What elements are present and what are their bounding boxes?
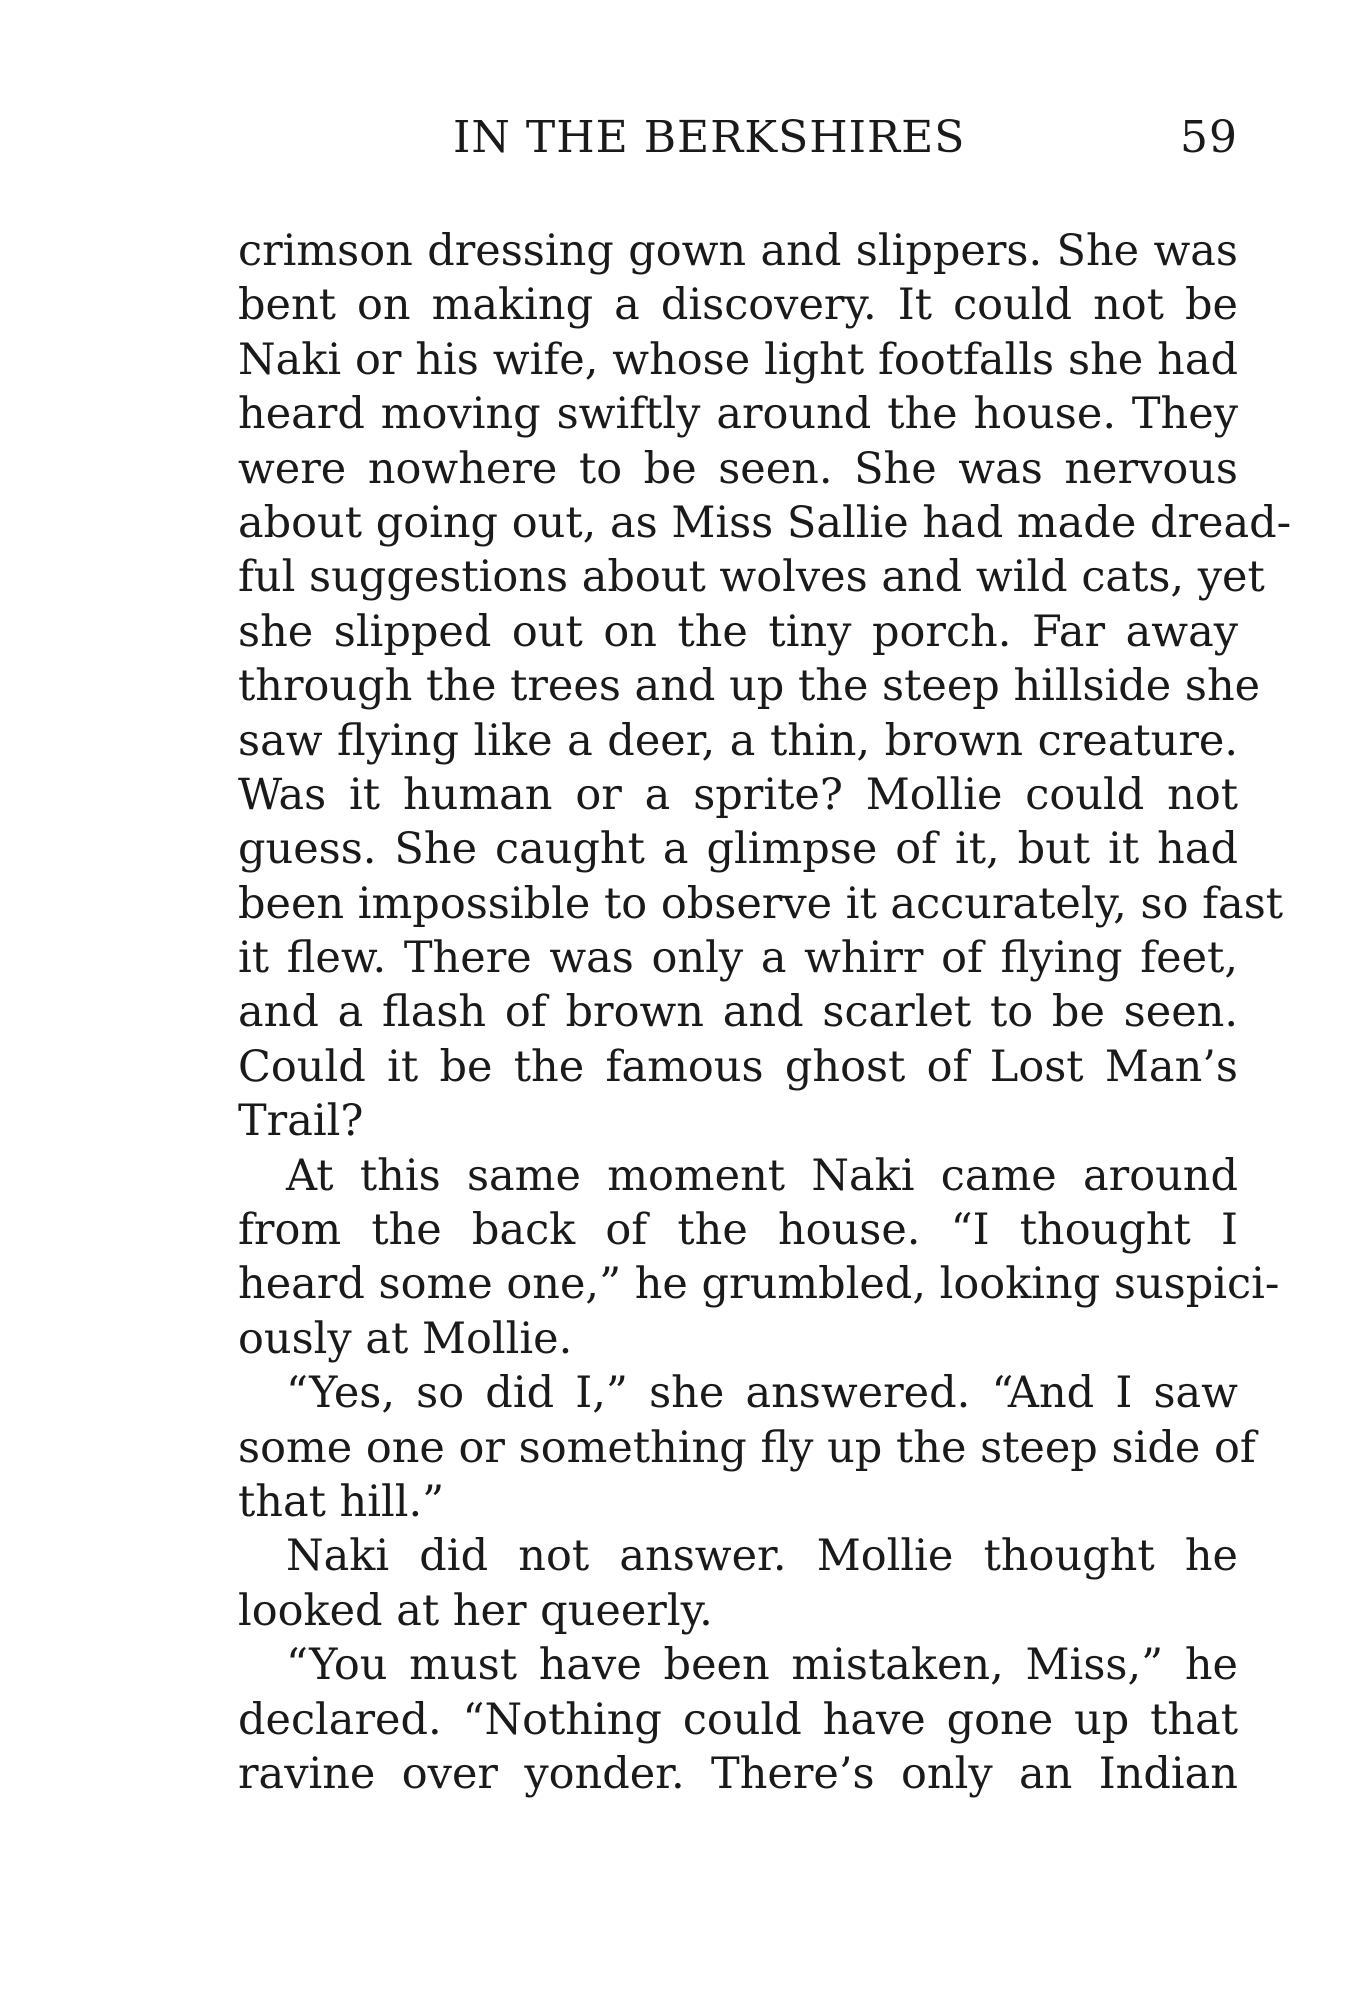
text-line: Trail? [238, 1096, 364, 1147]
text-line: that hill.” [238, 1476, 445, 1527]
text-line: heard some one,” he grumbled, looking suspici- [238, 1259, 1280, 1310]
text-line: Could it be the famous ghost of Lost Man’s [238, 1041, 1238, 1092]
page-number: 59 [1180, 112, 1238, 163]
text-line: were nowhere to be seen. She was nervous [238, 443, 1238, 494]
text-line: saw flying like a deer, a thin, brown creature. [238, 715, 1238, 766]
text-line: Was it human or a sprite? Mollie could not [238, 769, 1238, 820]
text-line: bent on making a discovery. It could not be [238, 280, 1238, 331]
text-line: Naki or his wife, whose light footfalls she had [238, 334, 1238, 385]
text-line: “Yes, so did I,” she answered. “And I saw [286, 1368, 1238, 1419]
text-line: ously at Mollie. [238, 1313, 573, 1364]
text-line: crimson dressing gown and slippers. She was [238, 226, 1238, 276]
text-line: it flew. There was only a whirr of flying feet, [238, 933, 1238, 984]
text-line: some one or something fly up the steep side of [238, 1422, 1256, 1473]
text-line: been impossible to observe it accurately, so fast [238, 878, 1284, 929]
text-line: “You must have been mistaken, Miss,” he [286, 1640, 1238, 1691]
text-line: and a flash of brown and scarlet to be seen. [238, 987, 1238, 1038]
text-line: ful suggestions about wolves and wild cats, yet [238, 552, 1265, 603]
text-line: Naki did not answer. Mollie thought he [286, 1531, 1238, 1582]
text-line: declared. “Nothing could have gone up that [238, 1694, 1238, 1745]
text-line: guess. She caught a glimpse of it, but it had [238, 824, 1238, 875]
text-line: about going out, as Miss Sallie had made dread- [238, 497, 1292, 548]
text-line: heard moving swiftly around the house. They [238, 389, 1238, 440]
text-line: looked at her queerly. [238, 1585, 713, 1636]
body-text [238, 224, 1292, 1801]
text-line: ravine over yonder. There’s only an Indian [238, 1748, 1238, 1799]
text-line: from the back of the house. “I thought I [238, 1205, 1238, 1256]
text-line: At this same moment Naki came around [286, 1150, 1238, 1201]
text-line: she slipped out on the tiny porch. Far away [238, 606, 1238, 657]
text-line: through the trees and up the steep hillside she [238, 661, 1261, 712]
running-head [238, 112, 1238, 172]
running-title: IN THE BERKSHIRES [453, 112, 966, 163]
